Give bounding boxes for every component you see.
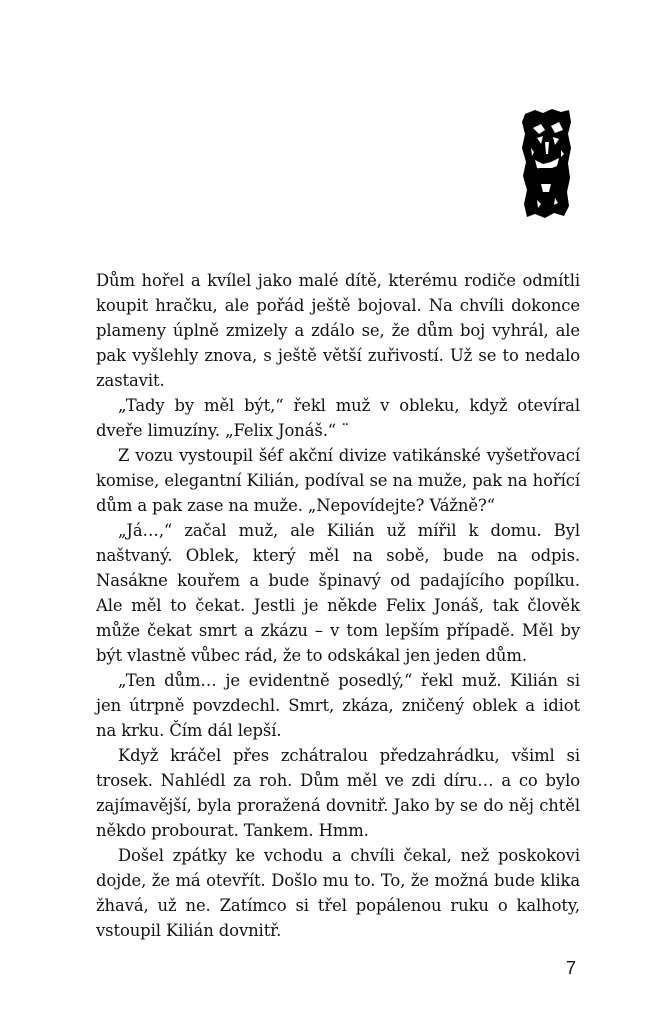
page-number: 7 xyxy=(566,958,577,978)
paragraph: „Já…,“ začal muž, ale Kilián už mířil k domu. Byl naštvaný. Oblek, který měl na sobě, bude na odpis. Nasákne kouřem a bude špinavý od padajícího popílku. Ale měl to čekat. Jestli je někde Felix Jonáš, tak člověk může čekat smrt a zkázu – v tom lepším případě. Měl by být vlastně vůbec rád, že to odskákal jen jeden dům. xyxy=(96,521,580,665)
paragraph: „Tady by měl být,“ řekl muž v obleku, když otevíral dveře limuzíny. „Felix Jonáš.“ ¨ xyxy=(96,396,580,440)
body-text xyxy=(96,268,580,943)
paragraph: Z vozu vystoupil šéf akční divize vatikánské vyšetřovací komise, elegantní Kilián, podíval se na muže, pak na hořící dům a pak zase na muže. „Nepovídejte? Vážně?“ xyxy=(96,446,580,515)
paragraph: Dům hořel a kvílel jako malé dítě, kterému rodiče odmítli koupit hračku, ale pořád ještě bojoval. Na chvíli dokonce plameny úplně zmizely a zdálo se, že dům boj vyhrál, ale pak vyšlehly znova, s ještě větší zuřivostí. Už se to nedalo zastavit. xyxy=(96,271,580,390)
paragraph: „Ten dům… je evidentně posedlý,“ řekl muž. Kilián si jen útrpně povzdechl. Smrt, zkáza, zničený oblek a idiot na krku. Čím dál lepší. xyxy=(96,671,580,740)
paragraph: Když kráčel přes zchátralou předzahrádku, všiml si trosek. Nahlédl za roh. Dům měl ve zdi díru… a co bylo zajímavější, byla proražená dovnitř. Jako by se do něj chtěl někdo probourat. Tankem. Hmm. xyxy=(96,746,580,840)
grotesque-face-icon xyxy=(521,108,573,220)
paragraph: Došel zpátky ke vchodu a chvíli čekal, než poskokovi dojde, že má otevřít. Došlo mu to. To, že možná bude klika žhavá, už ne. Zatímco si třel popálenou ruku o kalhoty, vstoupil Kilián dovnitř. xyxy=(96,846,580,940)
